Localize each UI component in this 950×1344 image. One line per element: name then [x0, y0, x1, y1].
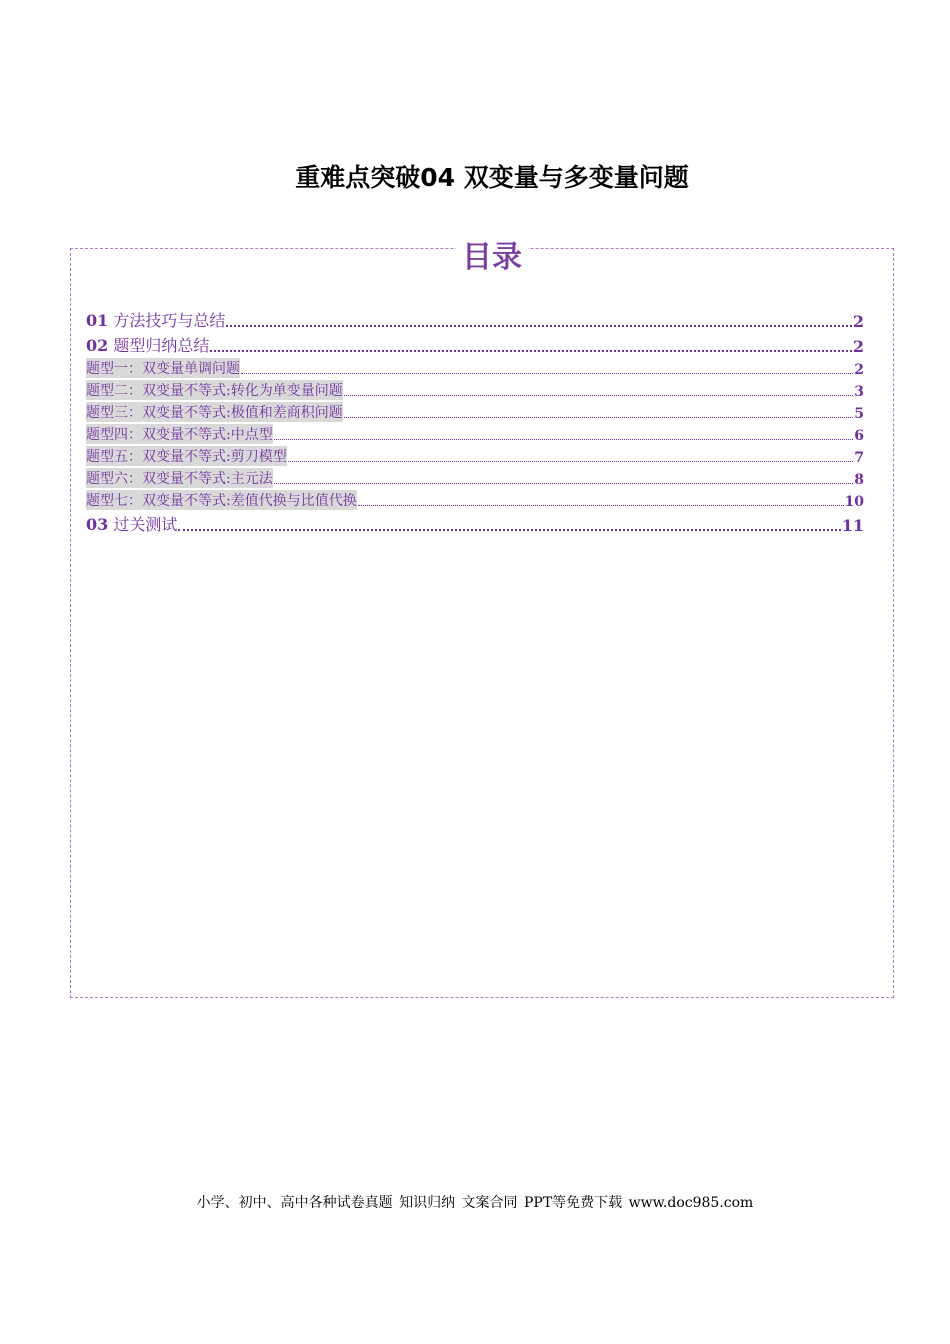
toc-entry-number: 01 — [86, 311, 109, 330]
toc-entry-page: 6 — [854, 428, 864, 444]
toc-leader-dots — [241, 372, 853, 374]
toc-entry-text: 题型一：双变量单调问题 — [86, 358, 240, 378]
document-title: 重难点突破04 双变量与多变量问题 — [295, 163, 689, 192]
toc-entry-type-2[interactable] — [86, 378, 864, 400]
toc-leader-dots — [178, 528, 840, 531]
toc-entry-label — [86, 512, 177, 535]
toc-entry-page: 2 — [852, 312, 864, 331]
toc-entry-text: 方法技巧与总结 — [113, 311, 226, 330]
toc-leader-dots — [288, 460, 854, 462]
toc-heading-text: 目录 — [456, 240, 528, 275]
toc-leader-dots — [344, 416, 854, 418]
toc-entry-text: 题型七：双变量不等式:差值代换与比值代换 — [86, 490, 357, 510]
toc-leader-dots — [344, 394, 854, 396]
toc-entry-page: 10 — [844, 494, 864, 510]
toc-entry-page: 8 — [854, 472, 864, 488]
toc-entry-text: 题型五：双变量不等式:剪刀模型 — [86, 446, 287, 466]
toc-entry-type-7[interactable] — [86, 488, 864, 510]
toc-entry-03[interactable] — [86, 510, 864, 535]
toc-leader-dots — [274, 482, 854, 484]
toc-entry-text: 题型归纳总结 — [113, 336, 210, 355]
toc-entry-text: 过关测试 — [113, 515, 178, 534]
toc-entry-text: 题型三：双变量不等式:极值和差商积问题 — [86, 402, 343, 422]
toc-entry-page: 2 — [854, 362, 864, 378]
toc-leader-dots — [358, 504, 844, 506]
toc-entry-number: 02 — [86, 336, 109, 355]
toc-entry-type-5[interactable] — [86, 444, 864, 466]
table-of-contents — [86, 306, 864, 535]
toc-entry-page: 5 — [854, 406, 864, 422]
toc-entry-type-3[interactable] — [86, 400, 864, 422]
toc-entry-page: 3 — [854, 384, 864, 400]
toc-entry-type-6[interactable] — [86, 466, 864, 488]
toc-entry-page: 2 — [852, 337, 864, 356]
toc-leader-dots — [210, 349, 851, 352]
toc-leader-dots — [274, 438, 854, 440]
toc-entry-label — [86, 333, 209, 356]
toc-entry-page: 11 — [841, 516, 864, 535]
toc-entry-02[interactable] — [86, 331, 864, 356]
toc-entry-text: 题型二：双变量不等式:转化为单变量问题 — [86, 380, 343, 400]
toc-entry-01[interactable] — [86, 306, 864, 331]
toc-entry-type-4[interactable] — [86, 422, 864, 444]
toc-heading — [0, 232, 950, 276]
toc-entry-text: 题型六：双变量不等式:主元法 — [86, 468, 273, 488]
toc-entry-label — [86, 308, 225, 331]
page-footer: 小学、初中、高中各种试卷真题 知识归纳 文案合同 PPT等免费下载 www.doc985.com — [196, 1195, 754, 1211]
toc-entry-type-1[interactable] — [86, 356, 864, 378]
toc-entry-page: 7 — [854, 450, 864, 466]
toc-entry-text: 题型四：双变量不等式:中点型 — [86, 424, 273, 444]
toc-leader-dots — [226, 324, 851, 327]
toc-entry-number: 03 — [86, 515, 109, 534]
